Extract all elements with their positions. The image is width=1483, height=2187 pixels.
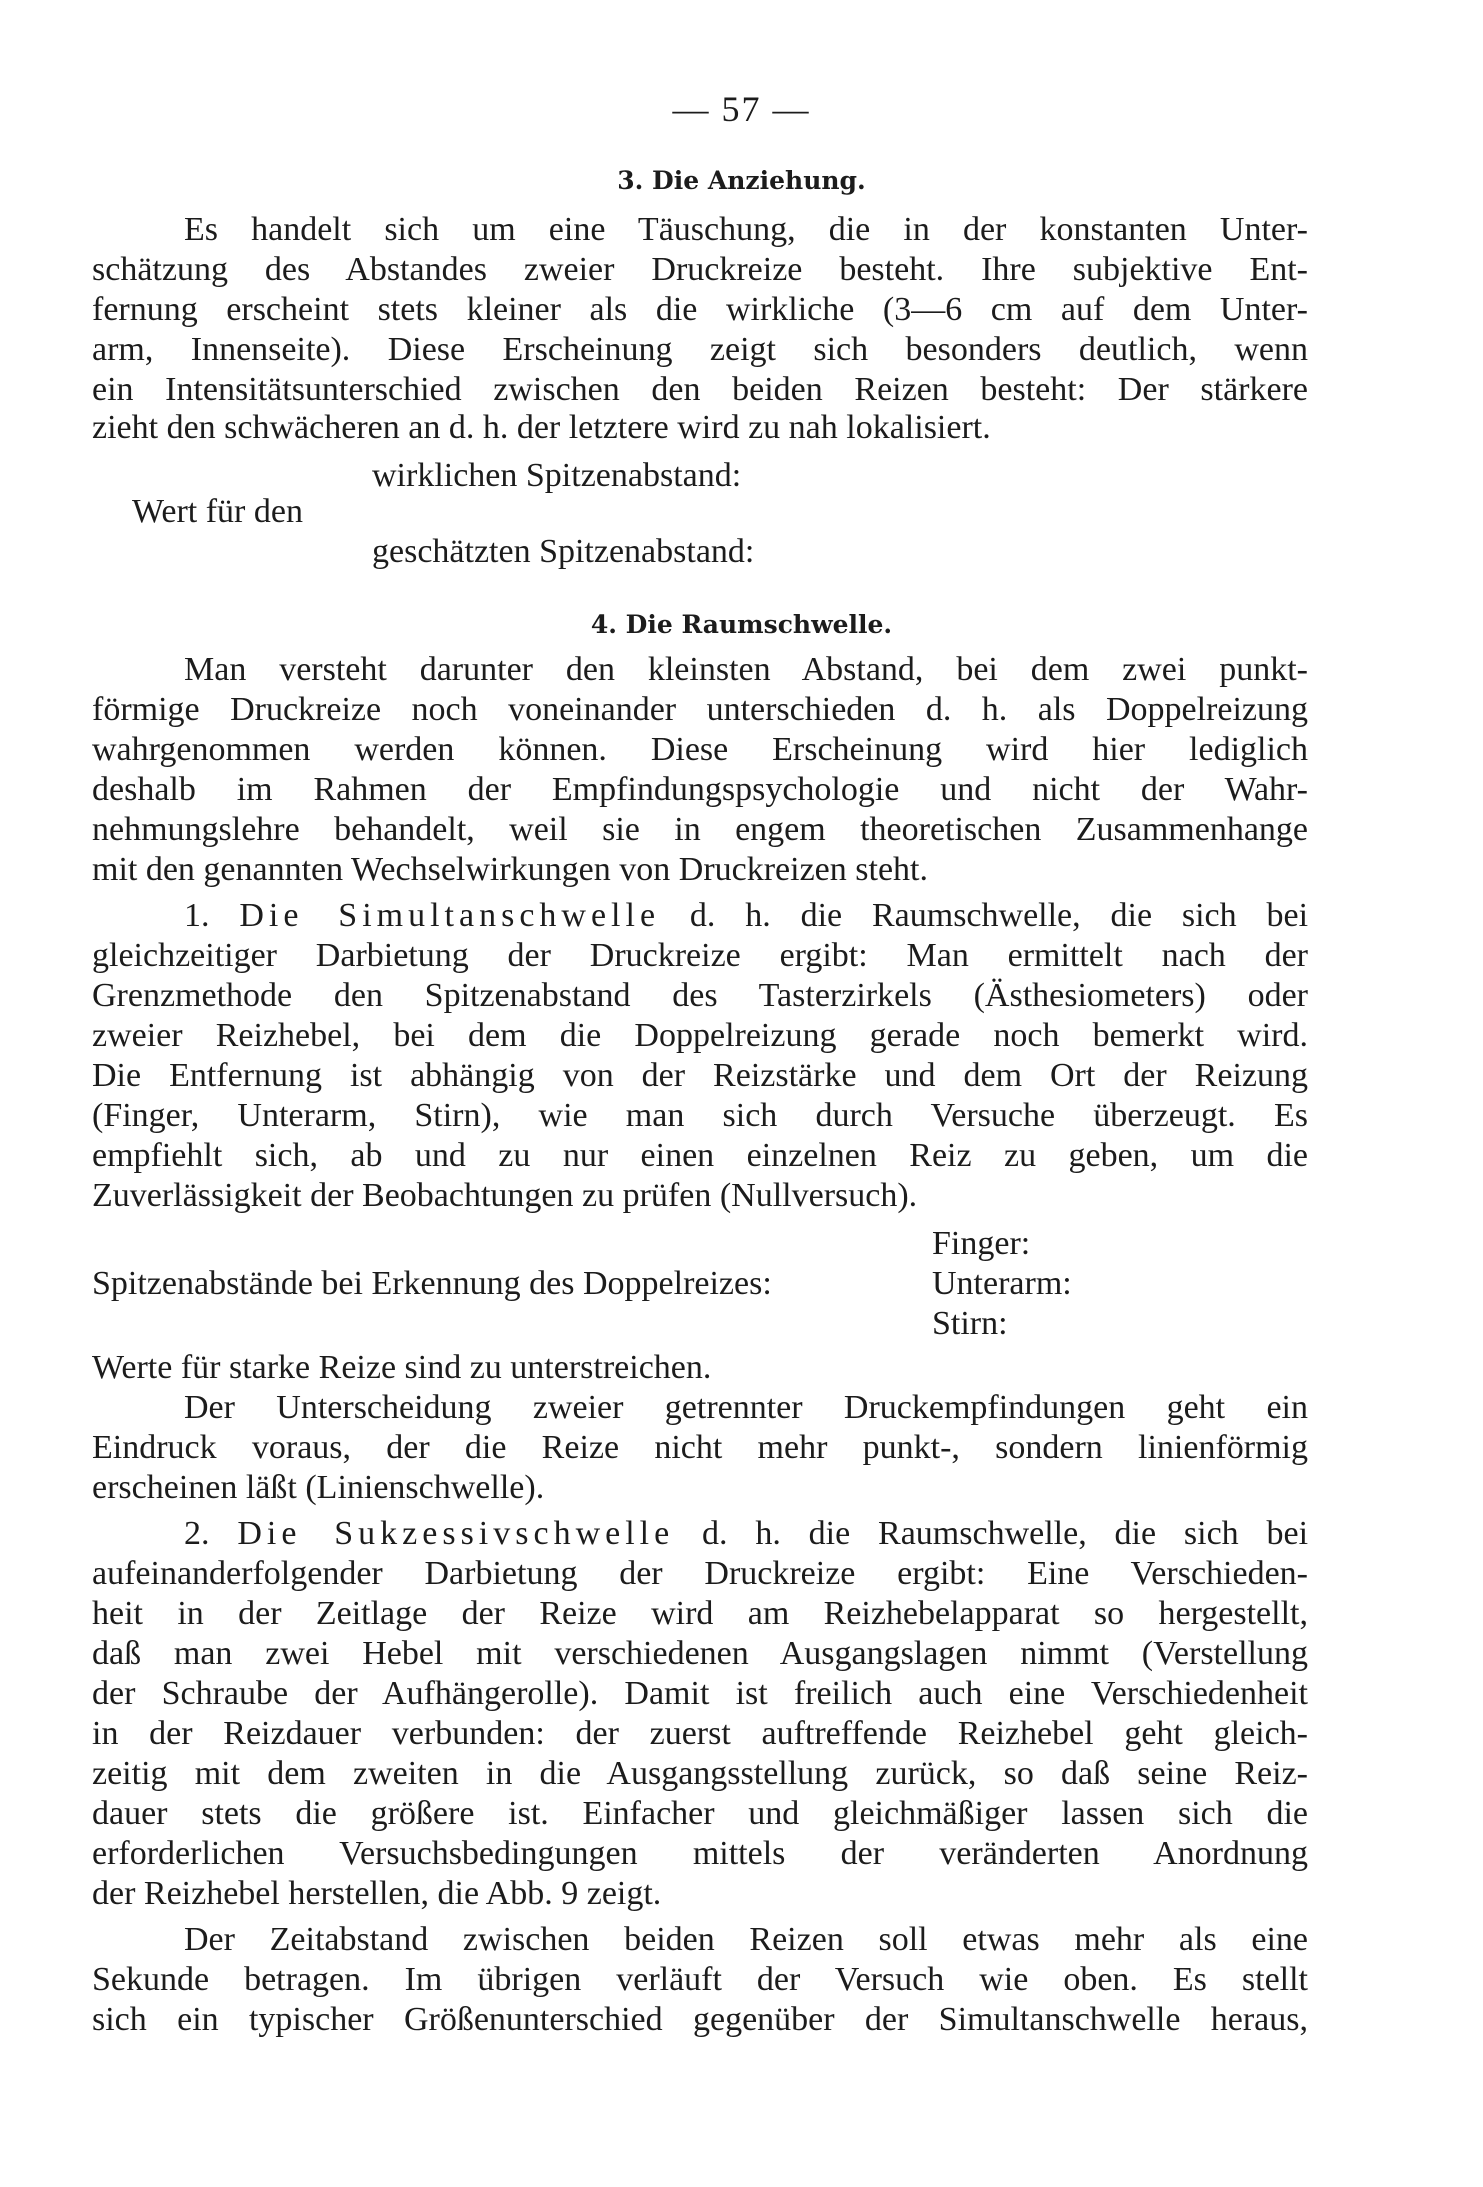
form-field-label-finger: Finger:: [932, 1225, 1031, 1262]
list-number: 1.: [184, 897, 210, 934]
text-line: (Finger, Unterarm, Stirn), wie man sich durch Versuche überzeugt. Es: [92, 1097, 1308, 1134]
text-line: [92, 896, 1308, 936]
form-field-label: wirklichen Spitzenabstand:: [372, 457, 742, 494]
form-label: Wert für den: [132, 493, 303, 530]
text-line: Eindruck voraus, der die Reize nicht mehr punkt-, sondern linienförmig: [92, 1429, 1308, 1466]
text-line: Grenzmethode den Spitzenabstand des Tasterzirkels (Ästhesiometers) oder: [92, 977, 1308, 1014]
text-line: förmige Druckreize noch voneinander unterschieden d. h. als Doppelreizung: [92, 691, 1308, 728]
form-field-label-stirn: Stirn:: [932, 1305, 1008, 1342]
text-line: mit den genannten Wechselwirkungen von Druckreizen steht.: [92, 851, 928, 888]
form-label: Spitzenabstände bei Erkennung des Doppelreizes:: [92, 1265, 772, 1302]
text-line: dauer stets die größere ist. Einfacher und gleichmäßiger lassen sich die: [92, 1795, 1308, 1832]
text-line: arm, Innenseite). Diese Erscheinung zeigt sich besonders deutlich, wenn: [92, 331, 1308, 368]
note-line: Werte für starke Reize sind zu unterstreichen.: [92, 1349, 712, 1386]
text-line: Der Zeitabstand zwischen beiden Reizen soll etwas mehr als eine: [184, 1921, 1308, 1958]
text-line: zieht den schwächeren an d. h. der letztere wird zu nah lokalisiert.: [92, 409, 991, 446]
text-fragment: d. h. die Raumschwelle, die sich bei: [702, 1515, 1309, 1552]
text-line: sich ein typischer Größenunterschied gegenüber der Simultanschwelle heraus,: [92, 2001, 1308, 2038]
text-line: gleichzeitiger Darbietung der Druckreize ergibt: Man ermittelt nach der: [92, 937, 1308, 974]
text-line: der Reizhebel herstellen, die Abb. 9 zeigt.: [92, 1875, 662, 1912]
text-line: erforderlichen Versuchsbedingungen mittels der veränderten Anordnung: [92, 1835, 1308, 1872]
text-line: erscheinen läßt (Linienschwelle).: [92, 1469, 545, 1506]
section-3-heading: 3. Die Anziehung.: [617, 166, 866, 195]
text-line: in der Reizdauer verbunden: der zuerst auftreffende Reizhebel geht gleich-: [92, 1715, 1308, 1752]
text-fragment: d. h. die Raumschwelle, die sich bei: [689, 897, 1309, 934]
text-line: ein Intensitätsunterschied zwischen den beiden Reizen besteht: Der stärkere: [92, 371, 1308, 408]
text-line: [92, 1514, 1308, 1554]
text-line: zweier Reizhebel, bei dem die Doppelreizung gerade noch bemerkt wird.: [92, 1017, 1308, 1054]
text-line: schätzung des Abstandes zweier Druckreize besteht. Ihre subjektive Ent-: [92, 251, 1308, 288]
text-line: Es handelt sich um eine Täuschung, die in der konstanten Unter-: [184, 211, 1308, 248]
text-line: daß man zwei Hebel mit verschiedenen Ausgangslagen nimmt (Verstellung: [92, 1635, 1308, 1672]
form-field-label: geschätzten Spitzenabstand:: [372, 533, 755, 570]
text-line: nehmungslehre behandelt, weil sie in engem theoretischen Zusammenhange: [92, 811, 1308, 848]
text-line: heit in der Zeitlage der Reize wird am Reizhebelapparat so hergestellt,: [92, 1595, 1308, 1632]
text-line: Man versteht darunter den kleinsten Abstand, bei dem zwei punkt-: [184, 651, 1308, 688]
text-line: fernung erscheint stets kleiner als die wirkliche (3—6 cm auf dem Unter-: [92, 291, 1308, 328]
text-line: deshalb im Rahmen der Empfindungspsychologie und nicht der Wahr-: [92, 771, 1308, 808]
text-line: Der Unterscheidung zweier getrennter Druckempfindungen geht ein: [184, 1389, 1308, 1426]
form-field-label-unterarm: Unterarm:: [932, 1265, 1072, 1302]
section-4-heading: 4. Die Raumschwelle.: [590, 610, 893, 639]
text-line: empfiehlt sich, ab und zu nur einen einzelnen Reiz zu geben, um die: [92, 1137, 1308, 1174]
text-line: zeitig mit dem zweiten in die Ausgangsstellung zurück, so daß seine Reiz-: [92, 1755, 1308, 1792]
page-number: — 57 —: [672, 89, 811, 129]
term-simultanschwelle: Die Simultanschwelle: [239, 897, 661, 934]
text-line: Sekunde betragen. Im übrigen verläuft der Versuch wie oben. Es stellt: [92, 1961, 1308, 1998]
term-sukzessivschwelle: Die Sukzessivschwelle: [237, 1515, 675, 1552]
text-line: Zuverlässigkeit der Beobachtungen zu prüfen (Nullversuch).: [92, 1177, 918, 1214]
text-line: Die Entfernung ist abhängig von der Reizstärke und dem Ort der Reizung: [92, 1057, 1308, 1094]
text-line: aufeinanderfolgender Darbietung der Druckreize ergibt: Eine Verschieden-: [92, 1555, 1308, 1592]
text-line: wahrgenommen werden können. Diese Erscheinung wird hier lediglich: [92, 731, 1308, 768]
text-line: der Schraube der Aufhängerolle). Damit ist freilich auch eine Verschiedenheit: [92, 1675, 1308, 1712]
list-number: 2.: [184, 1515, 210, 1552]
